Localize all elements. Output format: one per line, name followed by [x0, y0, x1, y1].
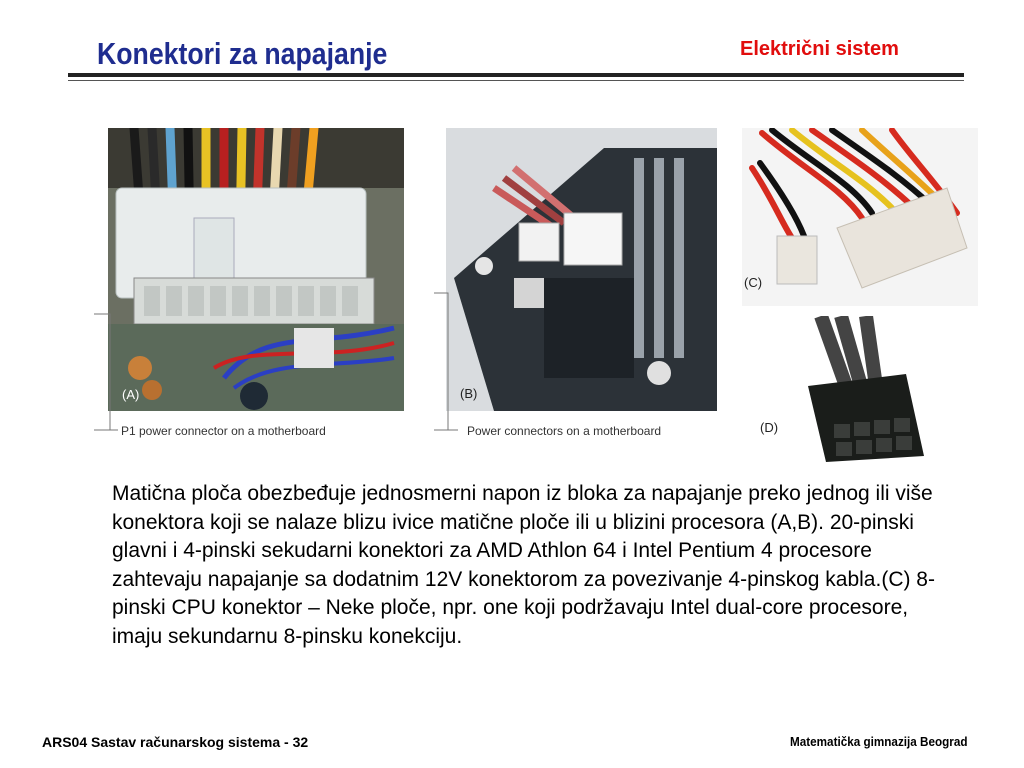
- figure-c-marker: (C): [744, 275, 763, 290]
- photo-4-pin-and-20-pin-connector: [742, 128, 978, 306]
- figure-b-marker: (B): [460, 386, 478, 401]
- page-title: Konektori za napajanje: [97, 36, 388, 71]
- photo-8-pin-cpu-connector: [796, 316, 926, 462]
- figure-b-caption: Power connectors on a motherboard: [464, 424, 664, 438]
- figure-a-marker: (A): [122, 387, 140, 402]
- figure-c: [742, 128, 978, 306]
- footer-school: Matematička gimnazija Beograd: [790, 734, 968, 749]
- figure-a-caption: P1 power connector on a motherboard: [118, 424, 329, 438]
- figure-a: [94, 128, 406, 440]
- body-paragraph: Matična ploča obezbeđuje jednosmerni napon iz bloka za napajanje preko jednog ili više konektora koji se nalaze blizu ivice matične ploče ili u blizini procesora (A,B). 20-pinski glavni i 4-pinski sekudarni konektori za AMD Athlon 64 i Intel Pentium 4 procesore zahtevaju napajanje sa dodatnim 12V konektorom za povezivanje 4-pinskog kabla.(C) 8-pinski CPU konektor – Neke ploče, npr. one koji podržavaju Intel dual-core procesore, imaju sekundarnu 8-pinsku konekciju.: [112, 482, 935, 648]
- header-rule-thin: [68, 80, 964, 81]
- footer-course-page: ARS04 Sastav računarskog sistema - 32: [42, 734, 309, 750]
- section-label: Električni sistem: [740, 38, 899, 60]
- photo-p1-power-connector: [94, 128, 406, 440]
- figure-d: [796, 316, 926, 462]
- figure-b: [434, 128, 719, 440]
- figure-d-marker: (D): [760, 420, 779, 435]
- header-rule: [68, 73, 964, 77]
